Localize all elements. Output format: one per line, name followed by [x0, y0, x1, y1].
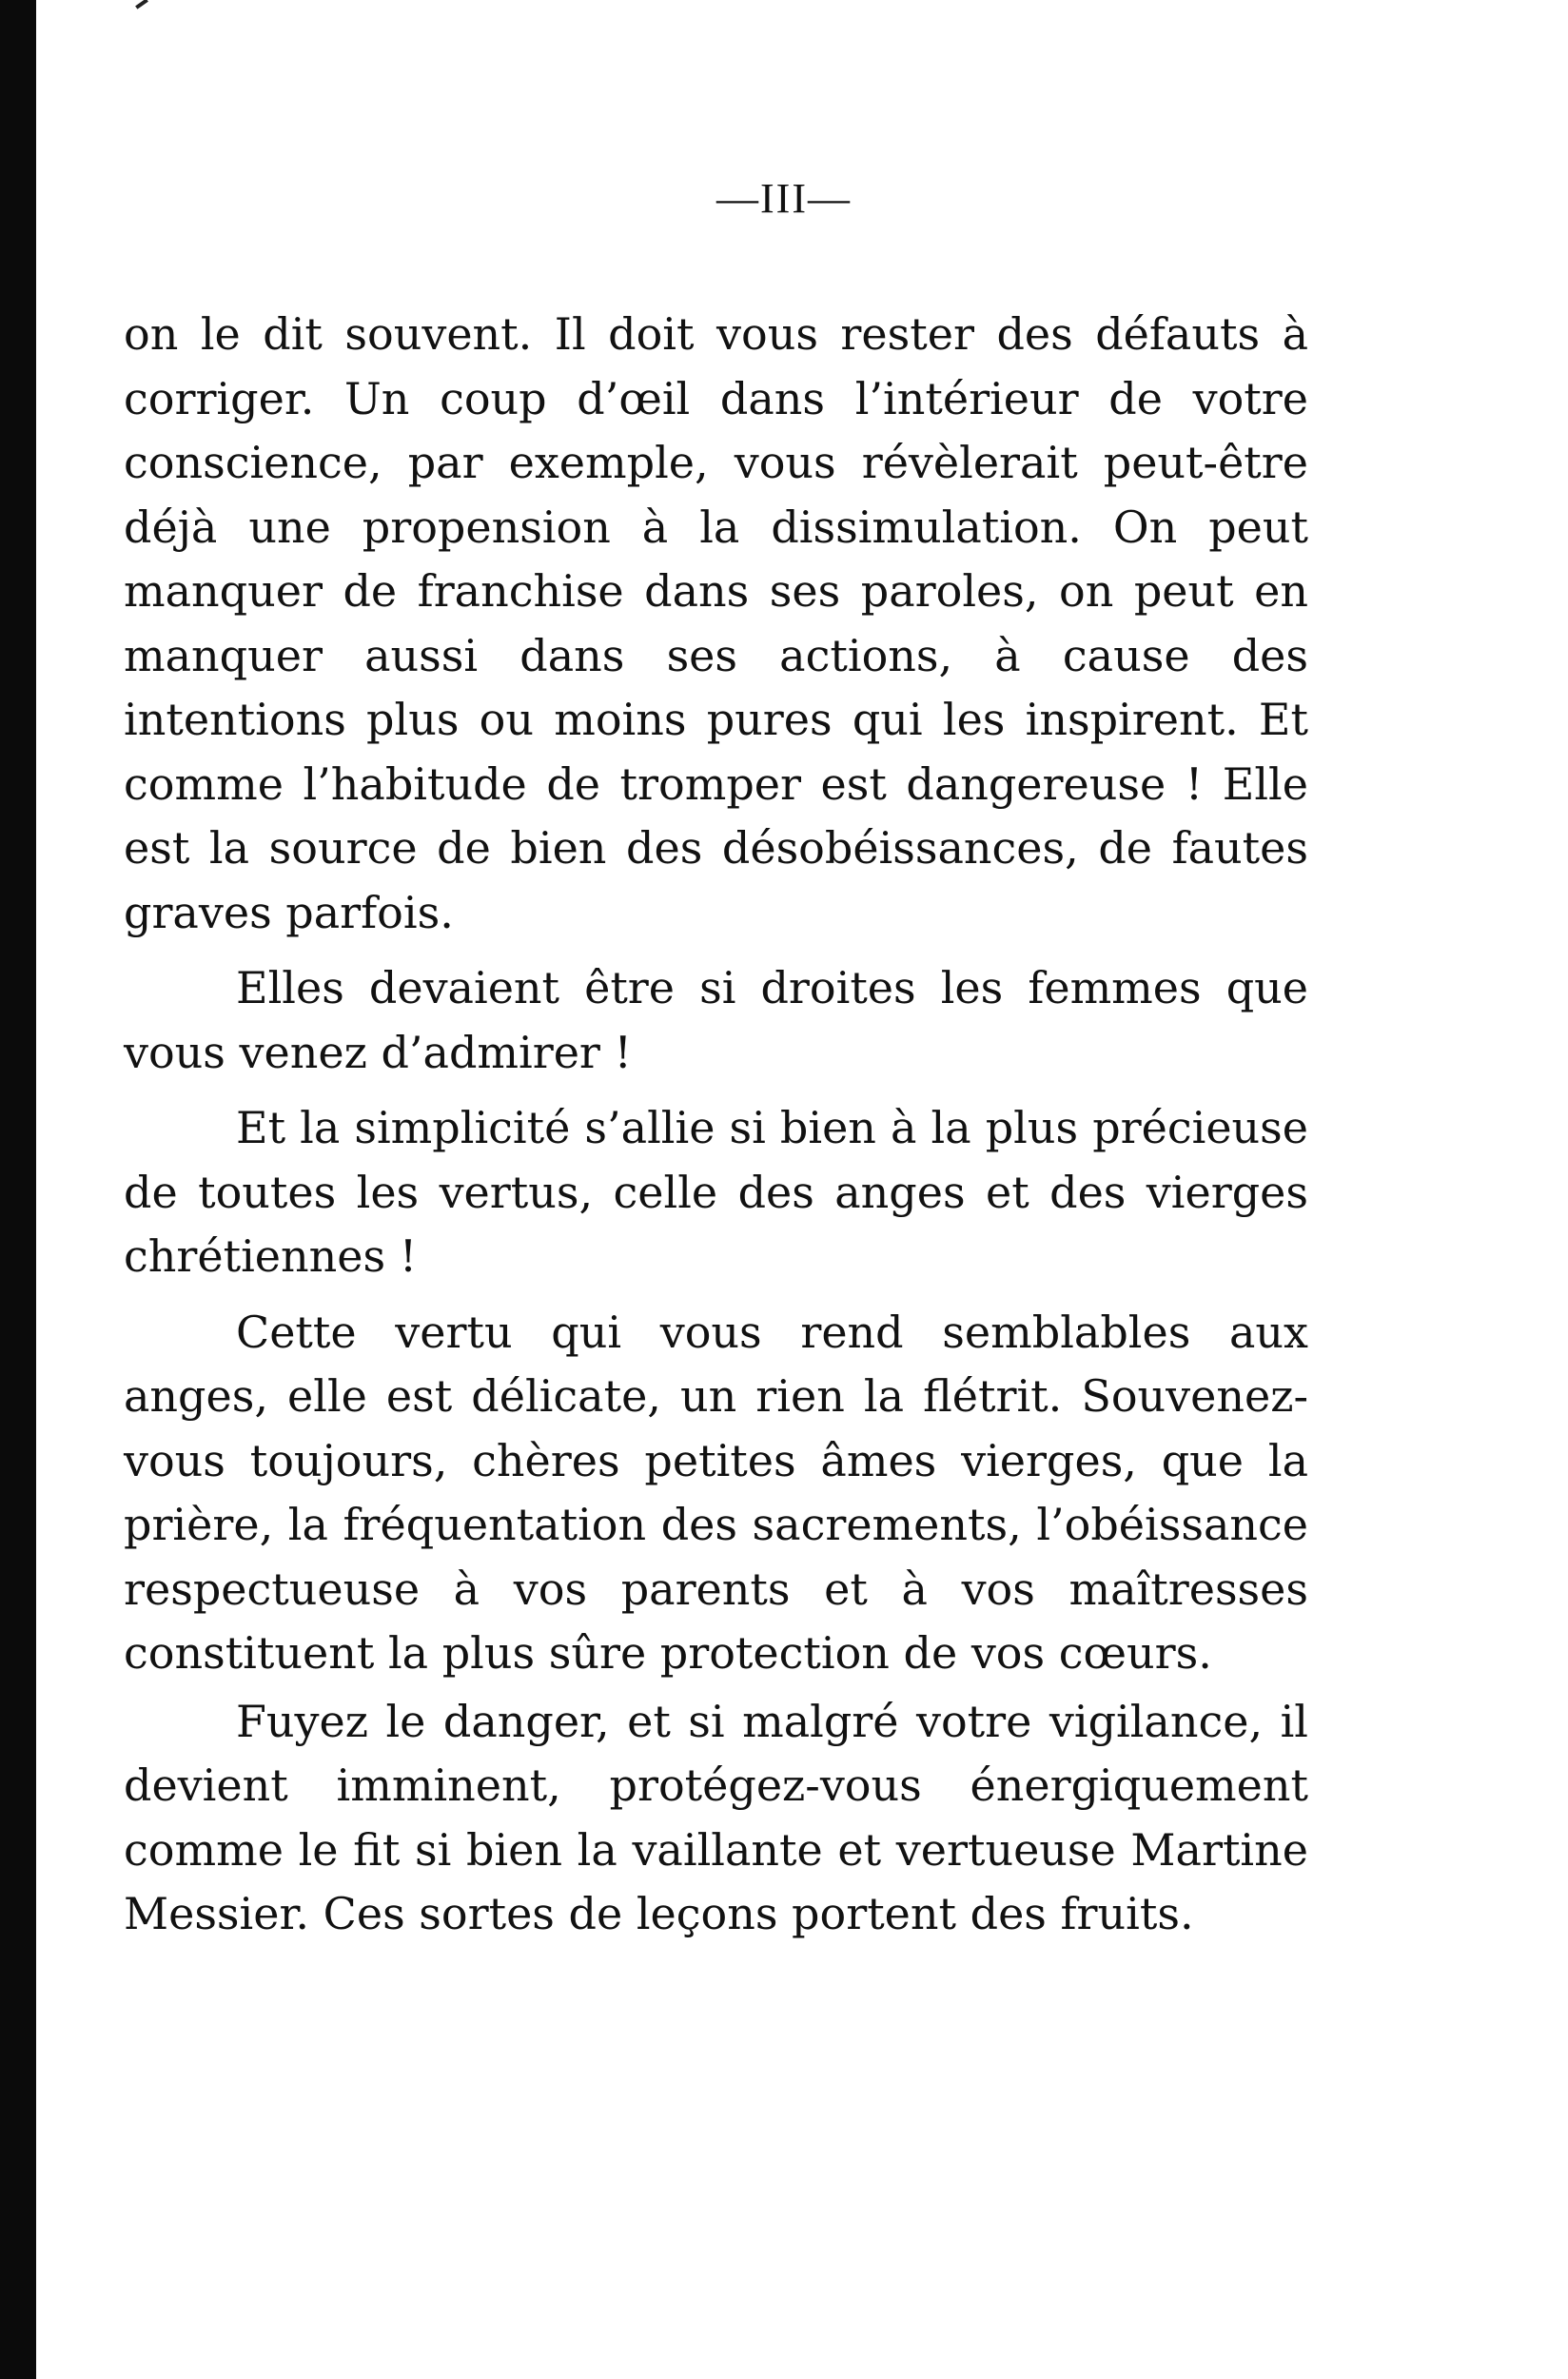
paragraph-continued: on le dit souvent. Il doit vous rester des défauts à corriger. Un coup d’œil dans l’intérieur de votre conscience, par exemple, vous révèlerait peut-être déjà une propension à la dissimulation. On peut manquer de franchise dans ses paroles, on peut en manquer aussi dans ses actions, à cause des intentions plus ou moins pures qui les inspirent. Et comme l’habitude de tromper est dangereuse ! Elle est la source de bien des désobéissances, de fautes graves parfois. — [124, 308, 1308, 938]
binding-edge — [0, 0, 36, 2379]
stray-ink-mark — [135, 0, 148, 10]
paragraph: Et la simplicité s’allie si bien à la plus précieuse de toutes les vertus, celle des anges et des vierges chrétiennes ! — [124, 1102, 1308, 1282]
body-text — [124, 303, 1308, 1947]
page-number: —III— — [716, 175, 852, 222]
paragraph: Fuyez le danger, et si malgré votre vigilance, il devient imminent, protégez-vous énergiquement comme le fit si bien la vaillante et vertueuse Martine Messier. Ces sortes de leçons portent des fruits. — [124, 1695, 1308, 1939]
paragraph: Cette vertu qui vous rend semblables aux anges, elle est délicate, un rien la flétrit. Souvenez-vous toujours, chères petites âmes vierges, que la prière, la fréquentation des sacrements, l’obéissance respectueuse à vos parents et à vos maîtresses constituent la plus sûre protection de vos cœurs. — [124, 1306, 1308, 1679]
paragraph: Elles devaient être si droites les femmes que vous venez d’admirer ! — [124, 962, 1308, 1078]
